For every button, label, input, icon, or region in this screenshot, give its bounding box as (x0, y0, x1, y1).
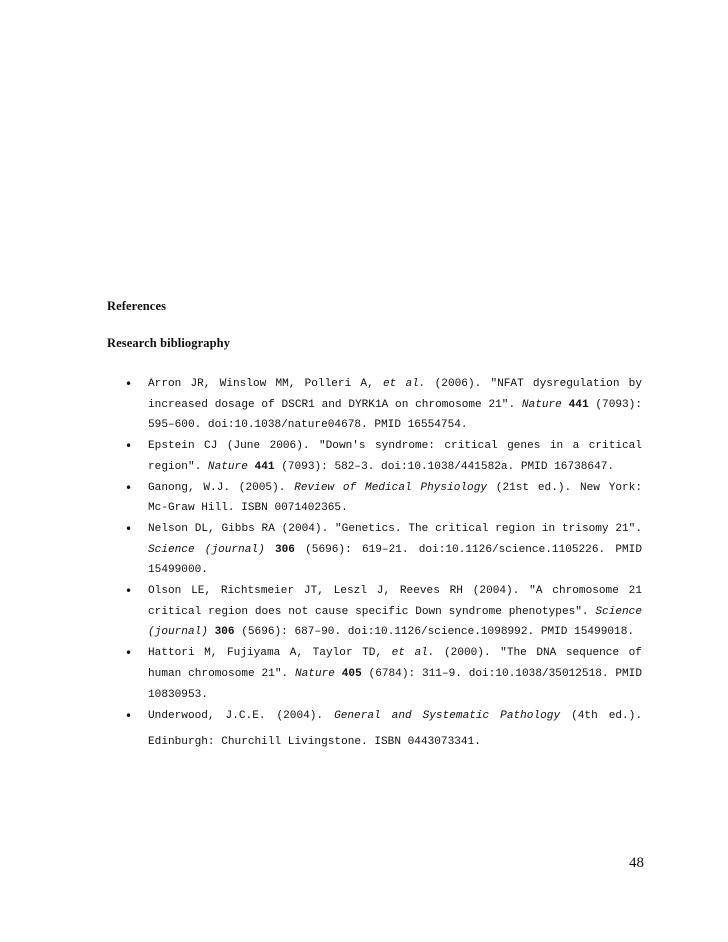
journal-name: Nature (294, 667, 335, 680)
journal-name: Nature (521, 398, 562, 411)
research-bibliography-heading: Research bibliography (107, 336, 231, 350)
reference-item-underwood: • Underwood, J.C.E. (2004). General and Systematic Pathology (4th ed.). Edinburgh: Churchill Livingstone. ISBN 0443073341. (148, 703, 642, 755)
journal-name: Nature (207, 460, 248, 473)
journal-name: Science (journal) (148, 543, 265, 556)
reference-list (148, 374, 642, 755)
book-title: General and Systematic Pathology (334, 710, 561, 723)
reference-item-hattori: • Hattori M, Fujiyama A, Taylor TD, et al. (2000). "The DNA sequence of human chromosome 21". Nature 405 (6784): 311–9. doi:10.1038/35012518. PMID 10830953. (148, 643, 642, 705)
journal-volume: 405 (341, 667, 362, 680)
reference-item-olson: • Olson LE, Richtsmeier JT, Leszl J, Reeves RH (2004). "A chromosome 21 critical region does not cause specific Down syndrome phenotypes". Science (journal) 306 (5696): 687–90. doi:10.1126/science.1098992. PMID 15499018. (148, 581, 642, 643)
journal-volume: 441 (568, 398, 589, 411)
reference-item-ganong: • Ganong, W.J. (2005). Review of Medical Physiology (21st ed.). New York: Mc-Graw Hill. ISBN 0071402365. (148, 478, 642, 519)
reference-item-nelson: • Nelson DL, Gibbs RA (2004). "Genetics. The critical region in trisomy 21". Science (journal) 306 (5696): 619–21. doi:10.1126/science.1105226. PMID 15499000. (148, 519, 642, 581)
journal-name: Science (journal) (148, 605, 642, 639)
reference-item-arron: • Arron JR, Winslow MM, Polleri A, et al. (2006). "NFAT dysregulation by increased dosage of DSCR1 and DYRK1A on chromosome 21". Nature 441 (7093): 595–600. doi:10.1038/nature04678. PMID 16554754. (148, 374, 642, 436)
page-number: 48 (629, 855, 644, 871)
book-title: Review of Medical Physiology (294, 481, 488, 494)
reference-item-epstein: • Epstein CJ (June 2006). "Down's syndrome: critical genes in a critical region". Nature 441 (7093): 582–3. doi:10.1038/441582a. PMID 16738647. (148, 436, 642, 477)
references-heading: References (107, 299, 167, 313)
journal-volume: 441 (254, 460, 275, 473)
journal-volume: 306 (274, 543, 295, 556)
journal-volume: 306 (214, 626, 235, 639)
